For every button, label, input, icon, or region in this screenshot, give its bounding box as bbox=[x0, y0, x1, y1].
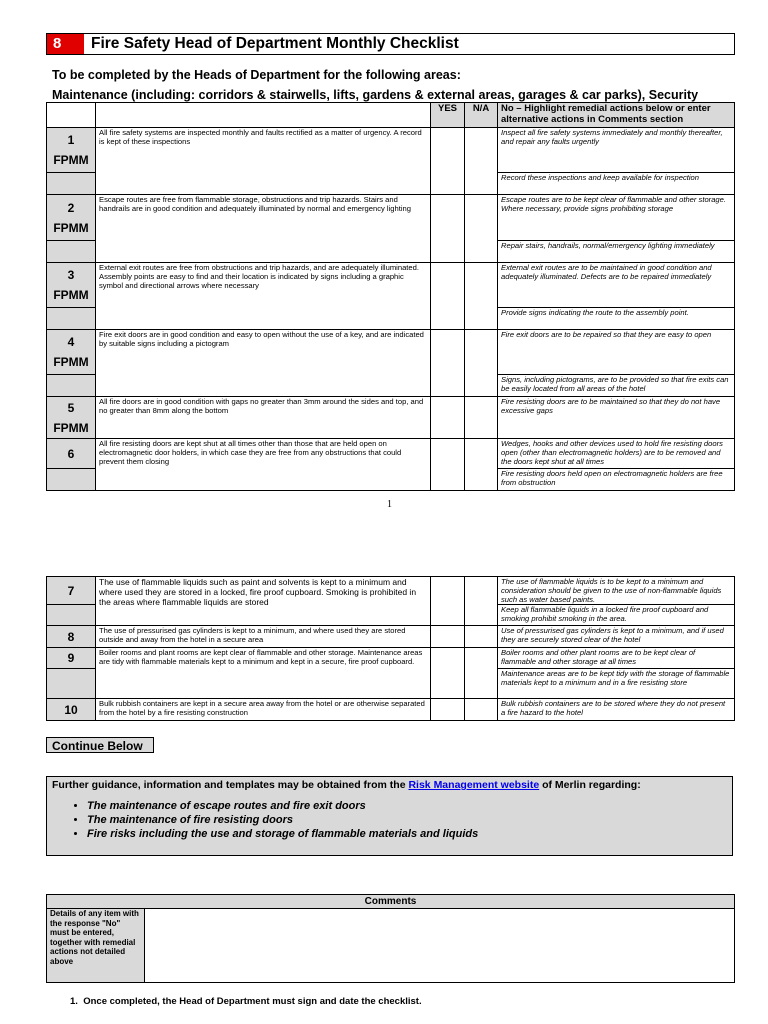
yes-checkbox-cell[interactable] bbox=[431, 195, 465, 263]
row-description: The use of flammable liquids such as paint and solvents is kept to a minimum and where used they are stored in a locked, fire proof cupboard. Smoking is prohibited in the areas where flammable liquids are stored bbox=[96, 577, 431, 626]
na-checkbox-cell[interactable] bbox=[465, 263, 498, 330]
remedial-action: Use of pressurised gas cylinders is kept to a minimum, and if used they are securely stored clear of the hotel bbox=[498, 626, 735, 648]
remedial-action: Inspect all fire safety systems immediately and monthly thereafter, and repair any faults urgently bbox=[498, 128, 735, 173]
table-row bbox=[47, 577, 735, 605]
remedial-action: Boiler rooms and other plant rooms are to be kept clear of flammable and other storage at all times bbox=[498, 648, 735, 669]
row-number-filler bbox=[47, 375, 96, 397]
na-checkbox-cell[interactable] bbox=[465, 128, 498, 195]
remedial-action: Fire exit doors are to be repaired so that they are easy to open bbox=[498, 330, 735, 375]
yes-checkbox-cell[interactable] bbox=[431, 699, 465, 721]
checklist-table-2 bbox=[46, 576, 735, 721]
table-row bbox=[47, 648, 735, 669]
row-number: 5 FPMM bbox=[47, 397, 96, 439]
na-checkbox-cell[interactable] bbox=[465, 397, 498, 439]
remedial-action: Fire resisting doors held open on electromagnetic holders are free from obstruction bbox=[498, 469, 735, 491]
na-checkbox-cell[interactable] bbox=[465, 626, 498, 648]
header-blank-num bbox=[47, 103, 96, 128]
table-row bbox=[47, 128, 735, 173]
remedial-action: Keep all flammable liquids in a locked fire proof cupboard and smoking prohibit smoking in the area. bbox=[498, 605, 735, 626]
row-number: 10 bbox=[47, 699, 96, 721]
row-description: All fire safety systems are inspected monthly and faults rectified as a matter of urgency. A record is kept of these inspections bbox=[96, 128, 431, 195]
guidance-box bbox=[46, 776, 733, 856]
yes-checkbox-cell[interactable] bbox=[431, 577, 465, 626]
row-description: External exit routes are free from obstructions and trip hazards, and are adequately illuminated. Assembly points are easy to find and their location is indicated by signs including a graphic symbol and directional arrows where necessary bbox=[96, 263, 431, 330]
comments-header: Comments bbox=[47, 895, 735, 909]
remedial-action: Repair stairs, handrails, normal/emergency lighting immediately bbox=[498, 241, 735, 263]
header-no: No – Highlight remedial actions below or enter alternative actions in Comments section bbox=[498, 103, 735, 128]
row-number-filler bbox=[47, 469, 96, 491]
remedial-action: Escape routes are to be kept clear of flammable and other storage. Where necessary, provide signs prohibiting storage bbox=[498, 195, 735, 241]
row-number: 6 bbox=[47, 439, 96, 469]
remedial-action: Record these inspections and keep available for inspection bbox=[498, 173, 735, 195]
checklist-table-1 bbox=[46, 102, 735, 491]
row-number: 4 FPMM bbox=[47, 330, 96, 375]
remedial-action: The use of flammable liquids is to be kept to a minimum and consideration should be given to the use of non-flammable liquids such as water based paints. bbox=[498, 577, 735, 605]
row-description: Escape routes are free from flammable storage, obstructions and trip hazards. Stairs and handrails are in good condition and adequately illuminated by normal and emergency lighting bbox=[96, 195, 431, 263]
footer-note bbox=[70, 996, 422, 1007]
table-row bbox=[47, 626, 735, 648]
continue-below-label: Continue Below bbox=[46, 737, 154, 753]
row-number-filler bbox=[47, 173, 96, 195]
na-checkbox-cell[interactable] bbox=[465, 195, 498, 263]
remedial-action: Fire resisting doors are to be maintained so that they do not have excessive gaps bbox=[498, 397, 735, 439]
row-number: 2 FPMM bbox=[47, 195, 96, 241]
guidance-list bbox=[47, 799, 732, 841]
comments-table bbox=[46, 894, 735, 983]
remedial-action: Bulk rubbish containers are to be stored where they do not present a fire hazard to the hotel bbox=[498, 699, 735, 721]
row-number: 7 bbox=[47, 577, 96, 605]
yes-checkbox-cell[interactable] bbox=[431, 263, 465, 330]
page-number: 1 bbox=[387, 499, 392, 510]
subtitle-maintenance: Maintenance (including: corridors & stairwells, lifts, gardens & external areas, garages & car parks), Security bbox=[52, 88, 699, 102]
row-number-filler bbox=[47, 605, 96, 626]
row-description: All fire resisting doors are kept shut at all times other than those that are held open on electromagnetic door holders, in which case they are free from any obstructions that could prevent them closing bbox=[96, 439, 431, 491]
remedial-action: Provide signs indicating the route to the assembly point. bbox=[498, 308, 735, 330]
comments-field[interactable] bbox=[145, 909, 735, 983]
row-number: 3 FPMM bbox=[47, 263, 96, 308]
header-yes: YES bbox=[431, 103, 465, 128]
table-row bbox=[47, 397, 735, 439]
na-checkbox-cell[interactable] bbox=[465, 439, 498, 491]
yes-checkbox-cell[interactable] bbox=[431, 128, 465, 195]
row-number: 8 bbox=[47, 626, 96, 648]
na-checkbox-cell[interactable] bbox=[465, 330, 498, 397]
row-number: 1 FPMM bbox=[47, 128, 96, 173]
header-blank-desc bbox=[96, 103, 431, 128]
yes-checkbox-cell[interactable] bbox=[431, 648, 465, 699]
list-item: • Fire risks including the use and storage of flammable materials and liquids bbox=[87, 827, 732, 841]
na-checkbox-cell[interactable] bbox=[465, 577, 498, 626]
remedial-action: Maintenance areas are to be kept tidy with the storage of flammable materials kept to a minimum and in a fire resisting store bbox=[498, 669, 735, 699]
footer-text: Once completed, the Head of Department must sign and date the checklist. bbox=[83, 996, 422, 1007]
row-description: Boiler rooms and plant rooms are kept clear of flammable and other storage. Maintenance areas are tidy with flammable materials kept to a minimum and kept in a secure, fire proof cupboard. bbox=[96, 648, 431, 699]
guidance-intro bbox=[47, 777, 732, 793]
row-description: All fire doors are in good condition with gaps no greater than 3mm around the sides and top, and no greater than 8mm along the bottom bbox=[96, 397, 431, 439]
remedial-action: External exit routes are to be maintained in good condition and adequately illuminated. Defects are to be repaired immediately bbox=[498, 263, 735, 308]
table-row bbox=[47, 263, 735, 308]
na-checkbox-cell[interactable] bbox=[465, 699, 498, 721]
row-number: 9 bbox=[47, 648, 96, 669]
header-na: N/A bbox=[465, 103, 498, 128]
na-checkbox-cell[interactable] bbox=[465, 648, 498, 699]
guidance-intro-text: Further guidance, information and templates may be obtained from the bbox=[52, 779, 409, 791]
page-title: Fire Safety Head of Department Monthly Checklist bbox=[91, 35, 459, 52]
subtitle-areas: To be completed by the Heads of Department for the following areas: bbox=[52, 68, 461, 82]
yes-checkbox-cell[interactable] bbox=[431, 330, 465, 397]
table-row bbox=[47, 439, 735, 469]
remedial-action: Wedges, hooks and other devices used to hold fire resisting doors open (other than electromagnetic holders) are to be removed and the doors kept shut at all times bbox=[498, 439, 735, 469]
row-number-filler bbox=[47, 308, 96, 330]
risk-management-link[interactable]: Risk Management website bbox=[408, 779, 540, 791]
list-item: • The maintenance of escape routes and fire exit doors bbox=[87, 799, 732, 813]
row-number-filler bbox=[47, 669, 96, 699]
section-number: 8 bbox=[47, 34, 84, 54]
guidance-intro-suffix: of Merlin regarding: bbox=[539, 779, 641, 791]
comments-label: Details of any item with the response "No" must be entered, together with remedial actions not detailed above bbox=[47, 909, 145, 983]
yes-checkbox-cell[interactable] bbox=[431, 397, 465, 439]
remedial-action: Signs, including pictograms, are to be provided so that fire exits can be easily located from all areas of the hotel bbox=[498, 375, 735, 397]
footer-number: 1. bbox=[70, 996, 78, 1007]
row-number-filler bbox=[47, 241, 96, 263]
table-row bbox=[47, 195, 735, 241]
row-description: Bulk rubbish containers are kept in a secure area away from the hotel or are otherwise separated from the hotel by a fire resisting construction bbox=[96, 699, 431, 721]
row-description: Fire exit doors are in good condition and easy to open without the use of a key, and are indicated by suitable signs including a pictogram bbox=[96, 330, 431, 397]
checklist-title-bar bbox=[46, 33, 735, 55]
table-row bbox=[47, 699, 735, 721]
row-description: The use of pressurised gas cylinders is kept to a minimum, and where used they are stored outside and away from the hotel in a secure area bbox=[96, 626, 431, 648]
table-row bbox=[47, 330, 735, 375]
yes-checkbox-cell[interactable] bbox=[431, 439, 465, 491]
list-item: • The maintenance of fire resisting doors bbox=[87, 813, 732, 827]
yes-checkbox-cell[interactable] bbox=[431, 626, 465, 648]
